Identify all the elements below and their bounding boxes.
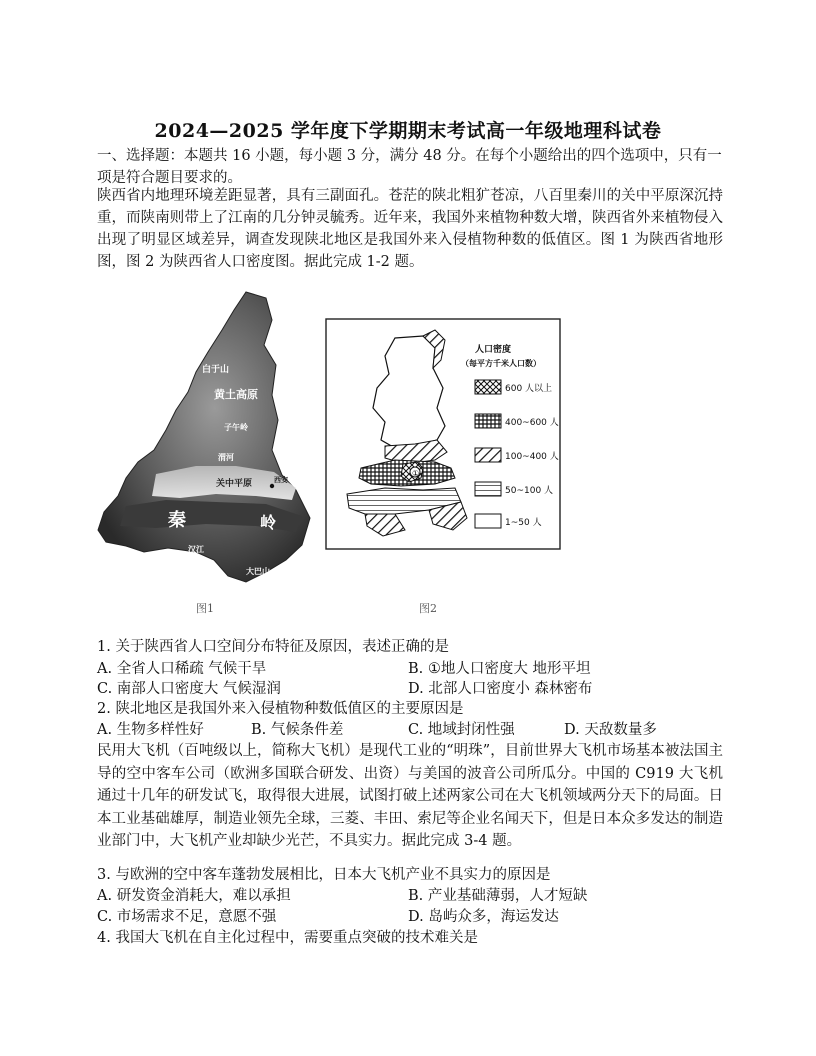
question-3-options-row-2	[97, 906, 727, 928]
map-label-ling: 岭	[260, 513, 277, 532]
legend-title: 人口密度	[475, 345, 512, 355]
figure-2-caption: 图2	[419, 602, 437, 615]
legend-swatch-1-50	[475, 514, 501, 528]
question-2-stem: 2. 陕北地区是我国外来入侵植物种数低值区的主要原因是	[97, 701, 464, 717]
map-label-han-river: 汉江	[188, 545, 204, 554]
q1-option-d: D. 北部人口密度小 森林密布	[408, 681, 593, 697]
shaanxi-outline	[98, 292, 310, 582]
section-instructions: 一、选择题：本题共 16 小题，每小题 3 分，满分 48 分。在每个小题给出的四个选项中，只有一项是符合题目要求的。	[97, 148, 722, 186]
region-marker-1: ①	[412, 469, 420, 478]
legend-label-400-600: 400~600 人	[505, 418, 559, 428]
q3-option-d: D. 岛屿众多，海运发达	[408, 909, 559, 925]
q2-option-b: B. 气候条件差	[251, 722, 344, 738]
map-label-wei-river: 渭河	[218, 453, 234, 462]
legend-label-1-50: 1~50 人	[505, 518, 542, 528]
q2-option-a: A. 生物多样性好	[97, 722, 204, 738]
question-4-stem: 4. 我国大飞机在自主化过程中，需要重点突破的技术难关是	[97, 930, 478, 946]
legend-swatch-600-plus	[475, 380, 501, 394]
legend-swatch-100-400	[475, 448, 501, 462]
legend-swatch-50-100	[475, 482, 501, 496]
q3-option-c: C. 市场需求不足，意愿不强	[97, 909, 277, 925]
map-label-guanzhong-plain: 关中平原	[216, 479, 253, 489]
reading-passage-1: 陕西省内地理环境差距显著，具有三副面孔。苍茫的陕北粗犷苍凉，八百里秦川的关中平原深沉持重，而陕南则带上了江南的几分钟灵毓秀。近年来，我国外来植物种数大增，陕西省外来植物侵入出现了明显区域差异，调查发现陕北地区是我国外来入侵植物种数的低值区。图 1 为陕西省地形图，图 2 为陕西省人口密度图。据此完成 1-2 题。	[97, 188, 723, 270]
question-3-stem: 3. 与欧洲的空中客车蓬勃发展相比，日本大飞机产业不具实力的原因是	[97, 867, 551, 883]
q3-option-a: A. 研发资金消耗大，难以承担	[97, 888, 291, 904]
figures	[96, 290, 726, 620]
figure-1-caption: 图1	[196, 602, 214, 615]
map-label-loess-plateau: 黄土高原	[214, 388, 258, 401]
population-density-figure	[325, 318, 561, 550]
xian-marker	[270, 484, 274, 488]
question-1-options-row-1	[97, 658, 727, 680]
map-label-ziwu-ridge: 子午岭	[224, 423, 248, 432]
q3-option-b: B. 产业基础薄弱，人才短缺	[408, 888, 588, 904]
legend-label-600-plus: 600 人以上	[505, 384, 553, 394]
map-label-baiyu-mountain: 白于山	[202, 365, 230, 375]
q2-option-c: C. 地域封闭性强	[408, 722, 515, 738]
legend-label-100-400: 100~400 人	[505, 452, 559, 462]
terrain-map-figure	[96, 290, 311, 590]
page-title: 2024—2025 学年度下学期期末考试高一年级地理科试卷	[154, 120, 662, 142]
map-label-xian: 西安	[274, 476, 288, 484]
q1-option-b: B. ①地人口密度大 地形平坦	[408, 661, 591, 677]
q1-option-a: A. 全省人口稀疏 气候干旱	[97, 661, 267, 677]
question-1-options-row-2	[97, 678, 727, 700]
legend-subtitle: （每平方千米人口数）	[461, 359, 541, 368]
question-2-options-row	[97, 719, 727, 741]
question-3-options-row-1	[97, 885, 727, 907]
q2-option-d: D. 天敌数量多	[564, 722, 657, 738]
reading-passage-2: 民用大飞机（百吨级以上，简称大飞机）是现代工业的“明珠”，目前世界大飞机市场基本被法国主导的空中客车公司（欧洲多国联合研发、出资）与美国的波音公司所瓜分。中国的 C919 大飞机通过十几年的研发试飞，取得很大进展，试图打破上述两家公司在大飞机领域两分天下的局面。日本工业基础雄厚，制造业领先全球，三菱、丰田、索尼等企业名闻天下，但是日本众多发达的制造业部门中，大飞机产业却缺少光芒，不具实力。据此完成 3-4 题。	[97, 743, 723, 849]
legend-label-50-100: 50~100 人	[505, 486, 554, 496]
question-1-stem: 1. 关于陕西省人口空间分布特征及原因，表述正确的是	[97, 639, 449, 655]
legend-swatch-400-600	[475, 414, 501, 428]
map-label-daba-mountain: 大巴山	[246, 567, 270, 576]
q1-option-c: C. 南部人口密度大 气候湿润	[97, 681, 281, 697]
map-label-qin: 秦	[168, 510, 186, 531]
